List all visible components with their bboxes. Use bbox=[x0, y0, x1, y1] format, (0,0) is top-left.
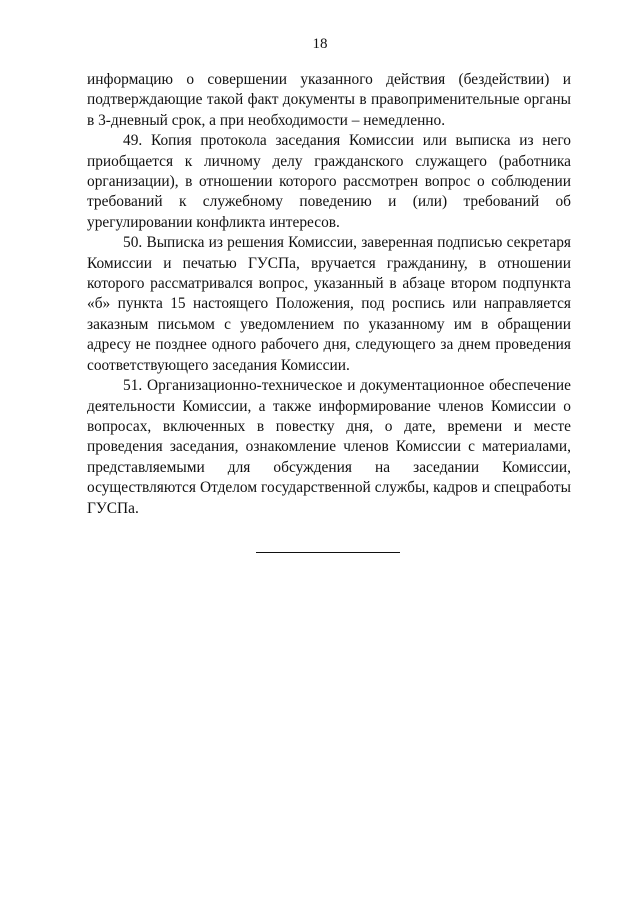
paragraph-continuation: информацию о совершении указанного действия (бездействии) и подтверждающие такой факт документы в правоприменительные органы в 3-дневный срок, а при необходимости – немедленно. bbox=[87, 71, 571, 129]
paragraph-item-49: 49. Копия протокола заседания Комиссии или выписка из него приобщается к личному делу гражданского служащего (работника организации), в отношении которого рассмотрен вопрос о соблюдении требований к служебному поведению и (или) требований об урегулировании конфликта интересов. bbox=[87, 132, 571, 231]
paragraph-item-51: 51. Организационно-техническое и документационное обеспечение деятельности Комиссии, а также информирование членов Комиссии о вопросах, включенных в повестку дня, о дате, времени и месте проведения заседания, ознакомление членов Комиссии с материалами, представляемыми для обсуждения на заседании Комиссии, осуществляются Отделом государственной службы, кадров и спецработы ГУСПа. bbox=[87, 377, 571, 517]
end-separator-line bbox=[256, 552, 400, 553]
paragraph-item-50: 50. Выписка из решения Комиссии, заверенная подписью секретаря Комиссии и печатью ГУСПа, вручается гражданину, в отношении которого рассматривался вопрос, указанный в абзаце втором подпункта «б» пункта 15 настоящего Положения, под роспись или направляется заказным письмом с уведомлением по указанному им в обращении адресу не позднее одного рабочего дня, следующего за днем проведения соответствующего заседания Комиссии. bbox=[87, 234, 571, 374]
document-body bbox=[87, 70, 571, 519]
page-number: 18 bbox=[312, 36, 328, 52]
